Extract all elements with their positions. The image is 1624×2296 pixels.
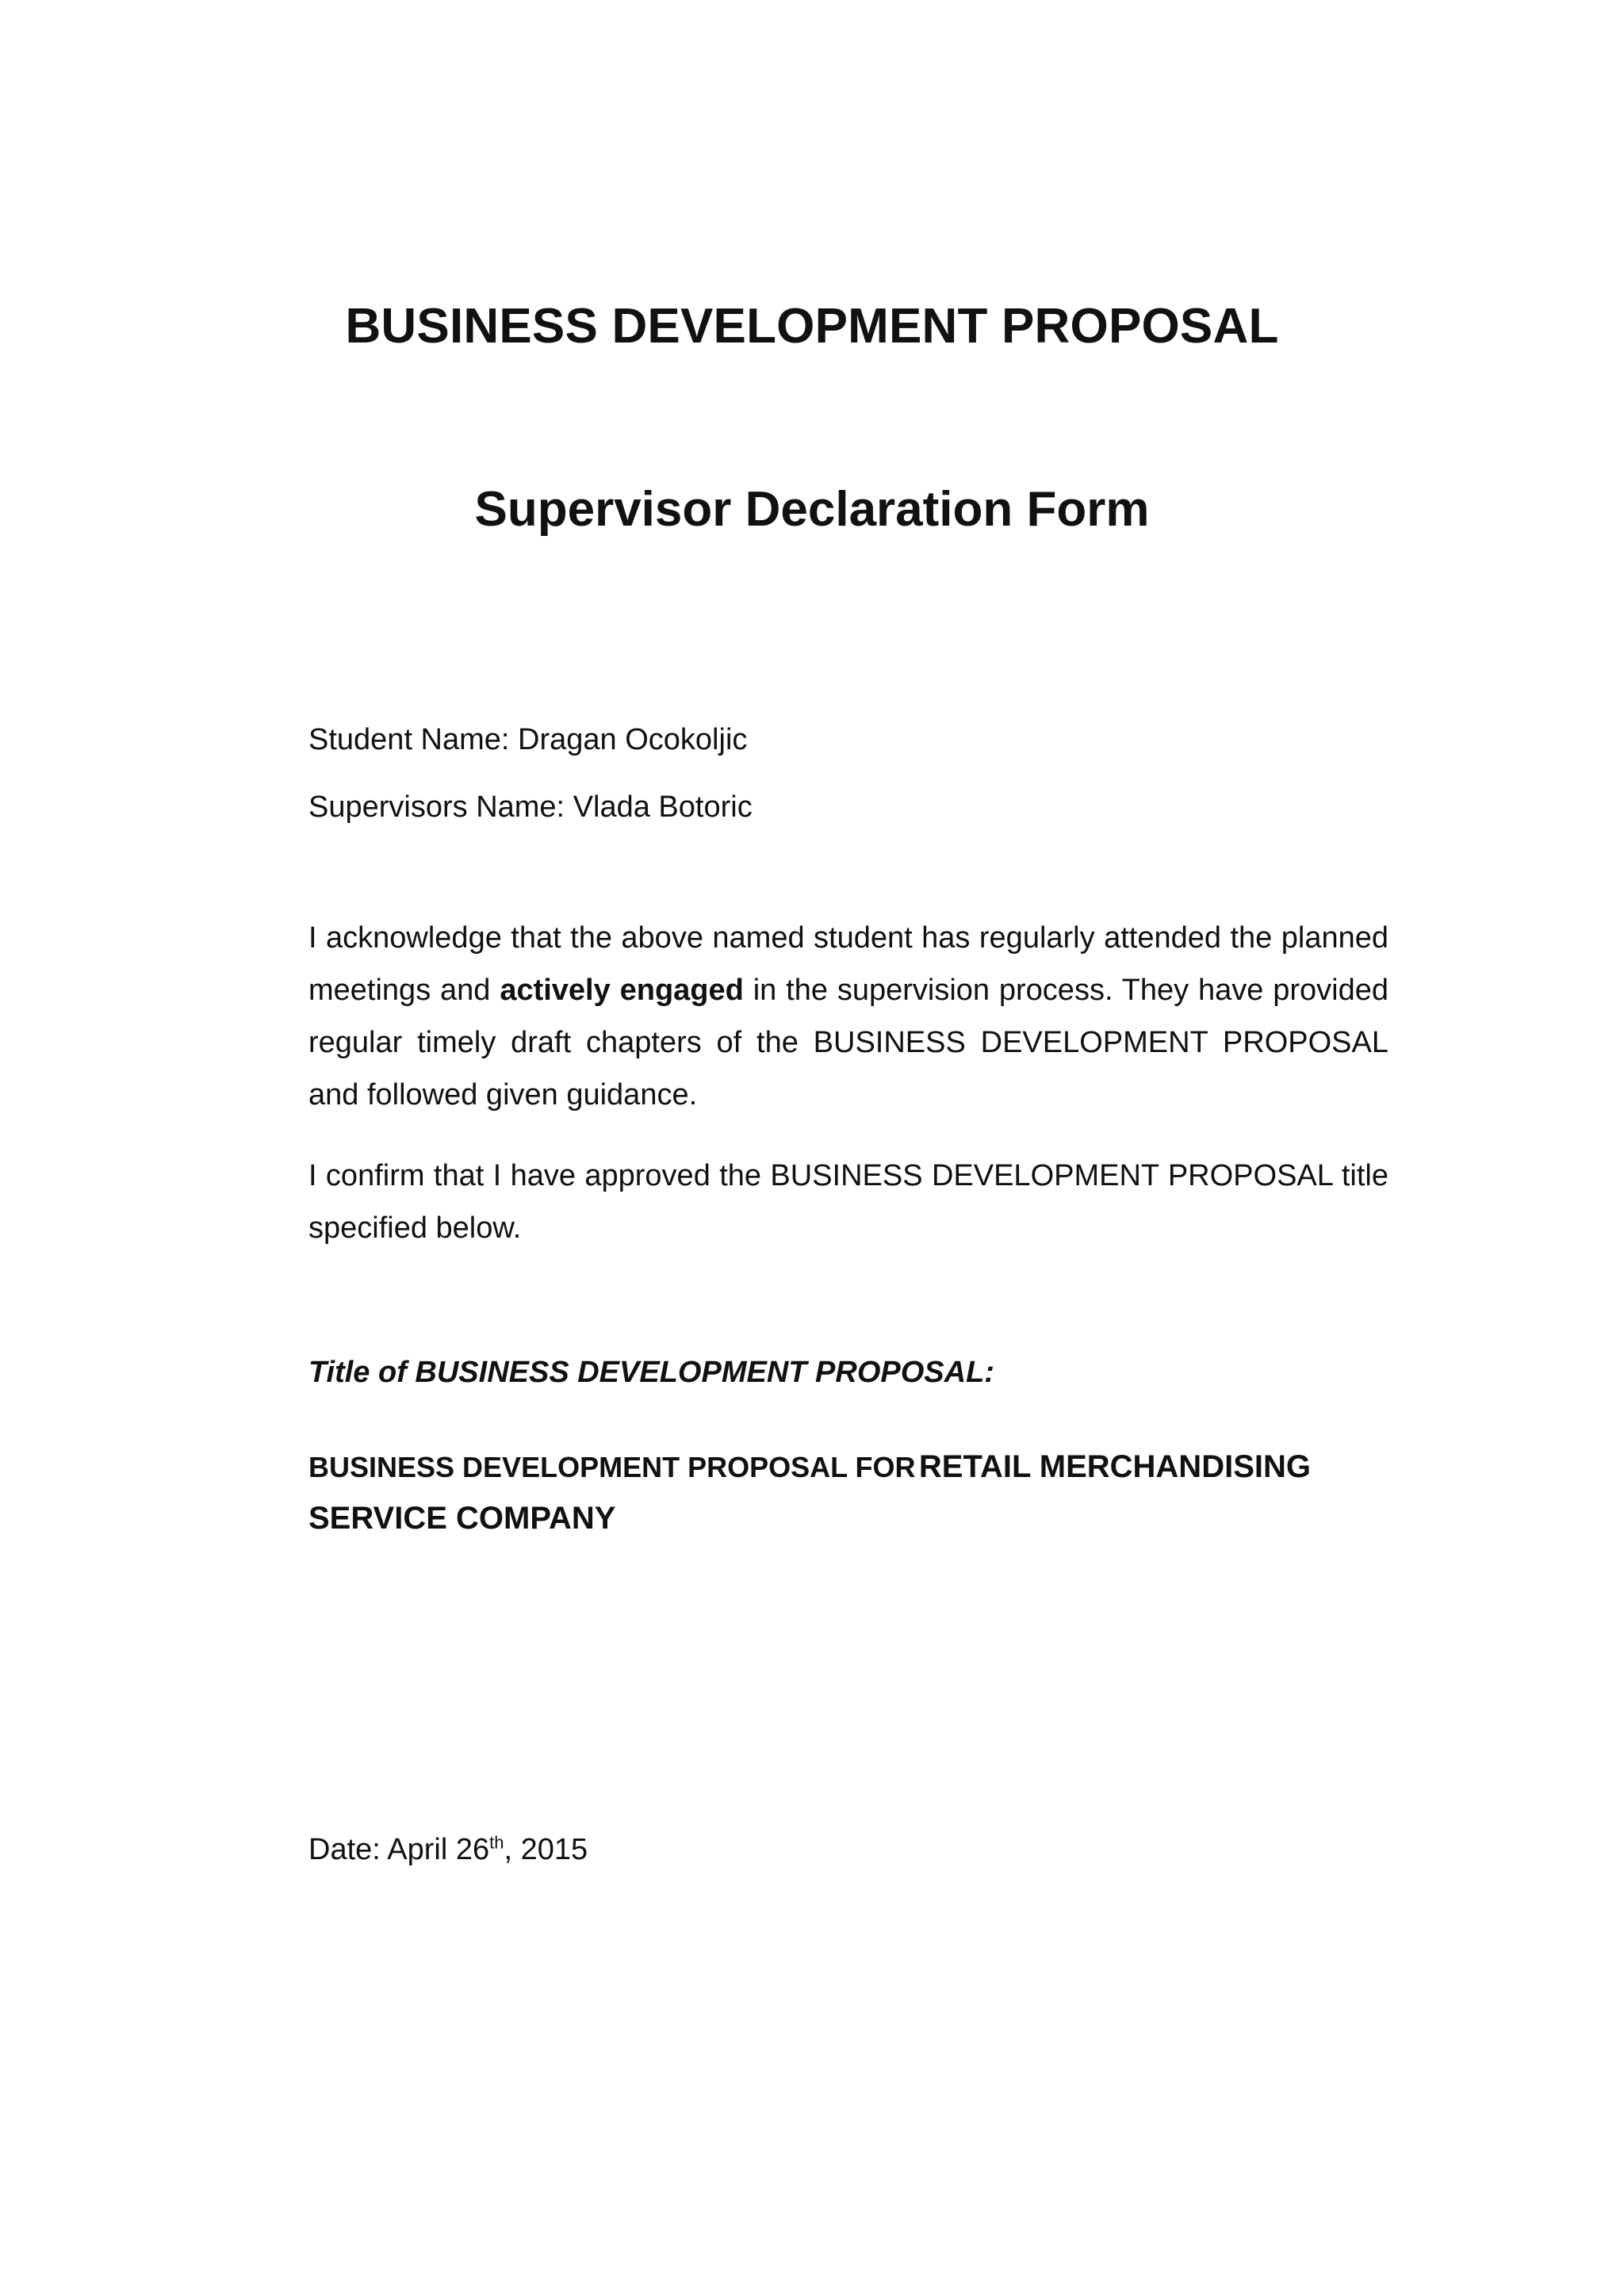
date-year: , 2015 [504, 1833, 588, 1866]
date-month-day: April 26 [387, 1833, 490, 1866]
acknowledgement-emphasis: actively engaged [500, 974, 744, 1007]
student-name-line [308, 714, 1388, 766]
date-line [308, 1827, 588, 1872]
supervisor-name-value: Vlada Botoric [573, 790, 753, 824]
student-name-value: Dragan Ocokoljic [518, 723, 748, 756]
supervisor-name-line [308, 781, 1388, 833]
document-title: BUSINESS DEVELOPMENT PROPOSAL [345, 299, 1279, 354]
confirmation-paragraph: I confirm that I have approved the BUSINESS DEVELOPMENT PROPOSAL title specified below. [308, 1159, 1388, 1245]
student-name-label: Student Name: [308, 723, 510, 756]
proposal-title-part2: RETAIL MERCHANDISING SERVICE COMPANY [308, 1449, 1311, 1536]
supervisor-name-label: Supervisors Name: [308, 790, 565, 824]
proposal-title [308, 1445, 1388, 1548]
date-ordinal-suffix: th [489, 1832, 504, 1853]
acknowledgement-paragraph [308, 912, 1388, 1121]
acknowledgement-text-end: in the supervision process. They have provided regular timely draft chapters of the BUSINESS DEVELOPMENT PROPOSAL and followed given guidance. [308, 974, 1389, 1112]
document-subtitle: Supervisor Declaration Form [474, 482, 1150, 537]
acknowledgement-text-start: I acknowledge that the above named student has regularly attended the planned meetings and [308, 921, 1388, 1007]
proposal-title-part1: BUSINESS DEVELOPMENT PROPOSAL FOR [308, 1451, 916, 1483]
date-label: Date: [308, 1833, 381, 1866]
proposal-title-label: Title of BUSINESS DEVELOPMENT PROPOSAL: [308, 1356, 994, 1389]
